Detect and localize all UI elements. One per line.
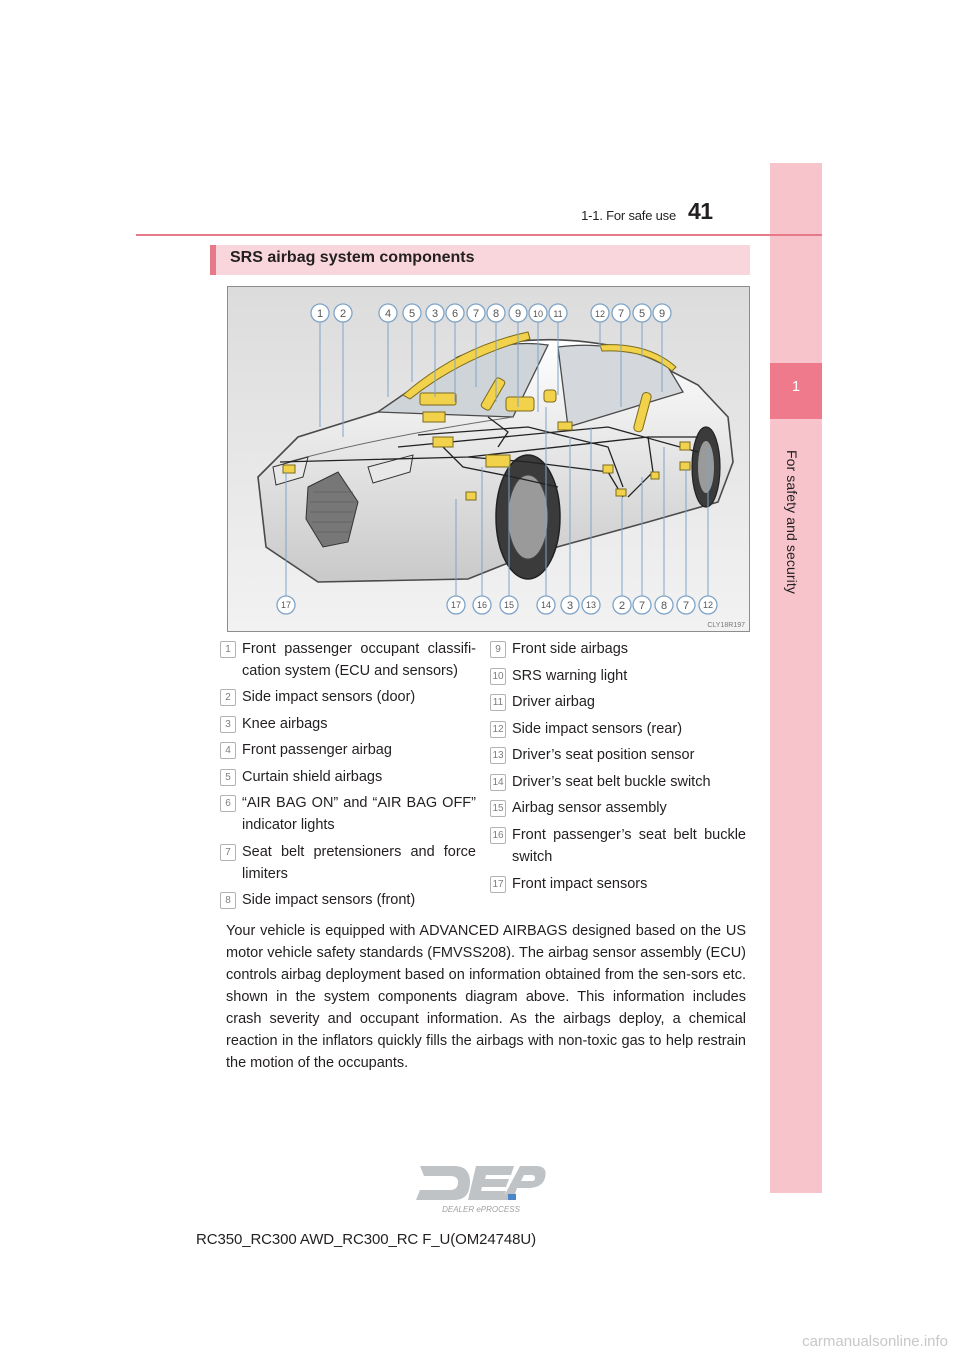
legend-number: 15: [490, 800, 506, 817]
legend-text: Seat belt pretensioners and force limiters: [242, 844, 476, 882]
callout-top: [311, 304, 329, 322]
legend-number: 4: [220, 742, 236, 759]
callout-label: 5: [638, 308, 646, 320]
legend-number: 14: [490, 774, 506, 791]
callout-label: 1: [316, 308, 324, 320]
legend-number: 10: [490, 668, 506, 685]
callout-label: 13: [585, 600, 597, 610]
section-heading: 1-1. For safe use: [581, 208, 676, 223]
dealer-eprocess-logo: [414, 1164, 548, 1216]
callout-label: 3: [431, 308, 439, 320]
callout-label: 17: [450, 600, 462, 610]
callout-label: 2: [618, 600, 626, 612]
callout-bottom: [655, 596, 673, 614]
section-title: SRS airbag system components: [230, 249, 475, 266]
callout-label: 16: [476, 600, 488, 610]
legend-text: Front passenger airbag: [242, 742, 392, 758]
legend-text: Front impact sensors: [512, 876, 648, 892]
chapter-title: For safety and security: [784, 450, 800, 594]
callout-top: [334, 304, 352, 322]
callout-bottom: [633, 596, 651, 614]
callout-label: 7: [638, 600, 646, 612]
legend-number: 8: [220, 892, 236, 909]
chapter-side-tab: [770, 163, 822, 1193]
legend-text: Airbag sensor assembly: [512, 800, 667, 816]
callout-top: [612, 304, 630, 322]
callout-bottom: [473, 596, 491, 614]
callout-label: 14: [540, 600, 552, 610]
legend-text: Side impact sensors (front): [242, 892, 416, 908]
callout-bottom: [537, 596, 555, 614]
callout-label: 6: [451, 308, 459, 320]
legend-text: Driver’s seat belt buckle switch: [512, 774, 711, 790]
legend-text: Driver’s seat position sensor: [512, 747, 695, 763]
callout-label: 5: [408, 308, 416, 320]
callout-bottom: [699, 596, 717, 614]
legend-text: Front passenger’s seat belt buckle switch: [512, 827, 746, 865]
legend-text: Front passenger occupant classifi-cation system (ECU and sensors): [242, 641, 476, 679]
legend-number: 13: [490, 747, 506, 764]
site-watermark: carmanualsonline.info: [802, 1333, 948, 1350]
callout-label: 8: [660, 600, 668, 612]
legend-number: 6: [220, 795, 236, 812]
callout-label: 15: [503, 600, 515, 610]
callout-top: [591, 304, 609, 322]
legend-number: 3: [220, 716, 236, 733]
body-paragraph: Your vehicle is equipped with ADVANCED AIRBAGS designed based on the US motor vehicle safety standards (FMVSS208). The airbag sensor assembly (ECU) controls airbag deployment based on information obtained from the sen-sors etc. shown in the system components diagram above. This information includes crash severity and occupant information. As the airbags deploy, a chemical reaction in the inflators quickly fills the airbags with non-toxic gas to help restrain the motion of the occupants.: [226, 923, 746, 1071]
logo-text: DEALER ePROCESS: [442, 1205, 520, 1214]
callout-bottom: [500, 596, 518, 614]
callout-top: [653, 304, 671, 322]
callout-label: 9: [658, 308, 666, 320]
legend-number: 17: [490, 876, 506, 893]
legend-text: Curtain shield airbags: [242, 769, 383, 785]
legend-text: Knee airbags: [242, 716, 328, 732]
car-illustration: [228, 287, 749, 631]
callout-bottom: [447, 596, 465, 614]
callout-label: 4: [384, 308, 392, 320]
callout-top: [509, 304, 527, 322]
airbag-components-figure: [227, 286, 750, 632]
side-tab-divider: [770, 234, 822, 236]
chapter-number: 1: [791, 378, 801, 395]
callout-label: 3: [566, 600, 574, 612]
callout-top: [379, 304, 397, 322]
legend-number: 2: [220, 689, 236, 706]
callout-label: 2: [339, 308, 347, 320]
callout-bottom: [277, 596, 295, 614]
callout-label: 9: [514, 308, 522, 320]
callout-label: 7: [472, 308, 480, 320]
callout-bottom: [561, 596, 579, 614]
callout-top: [467, 304, 485, 322]
legend-number: 5: [220, 769, 236, 786]
callout-label: 7: [617, 308, 625, 320]
legend-number: 9: [490, 641, 506, 658]
callout-label: 12: [594, 309, 606, 319]
callout-top: [446, 304, 464, 322]
callout-bottom: [613, 596, 631, 614]
callout-label: 7: [682, 600, 690, 612]
callout-label: 11: [553, 309, 563, 319]
callout-label: 10: [532, 309, 544, 319]
callout-bottom: [582, 596, 600, 614]
callout-top: [529, 304, 547, 322]
header-divider: [136, 234, 770, 236]
callout-bottom: [677, 596, 695, 614]
callout-top: [403, 304, 421, 322]
legend-number: 12: [490, 721, 506, 738]
callout-top: [487, 304, 505, 322]
figure-code: CLY18R197: [707, 622, 745, 629]
callout-label: 12: [702, 600, 714, 610]
legend-text: SRS warning light: [512, 668, 628, 684]
legend-number: 1: [220, 641, 236, 658]
callout-top: [633, 304, 651, 322]
legend-item: [220, 638, 476, 682]
section-title-bar: [210, 245, 750, 275]
callout-label: 8: [492, 308, 500, 320]
callout-label: 17: [280, 600, 292, 610]
page-number: 41: [688, 198, 713, 224]
legend-number: 7: [220, 844, 236, 861]
legend-number: 11: [490, 694, 506, 711]
callout-top: [549, 304, 567, 322]
legend-text: Driver airbag: [512, 694, 595, 710]
callout-top: [426, 304, 444, 322]
legend-text: Front side airbags: [512, 641, 629, 657]
manual-code-footer: RC350_RC300 AWD_RC300_RC F_U(OM24748U): [196, 1231, 536, 1248]
legend-text: Side impact sensors (rear): [512, 721, 683, 737]
legend-number: 16: [490, 827, 506, 844]
legend-text: Side impact sensors (door): [242, 689, 416, 705]
legend-text: “AIR BAG ON” and “AIR BAG OFF” indicator lights: [242, 795, 476, 833]
